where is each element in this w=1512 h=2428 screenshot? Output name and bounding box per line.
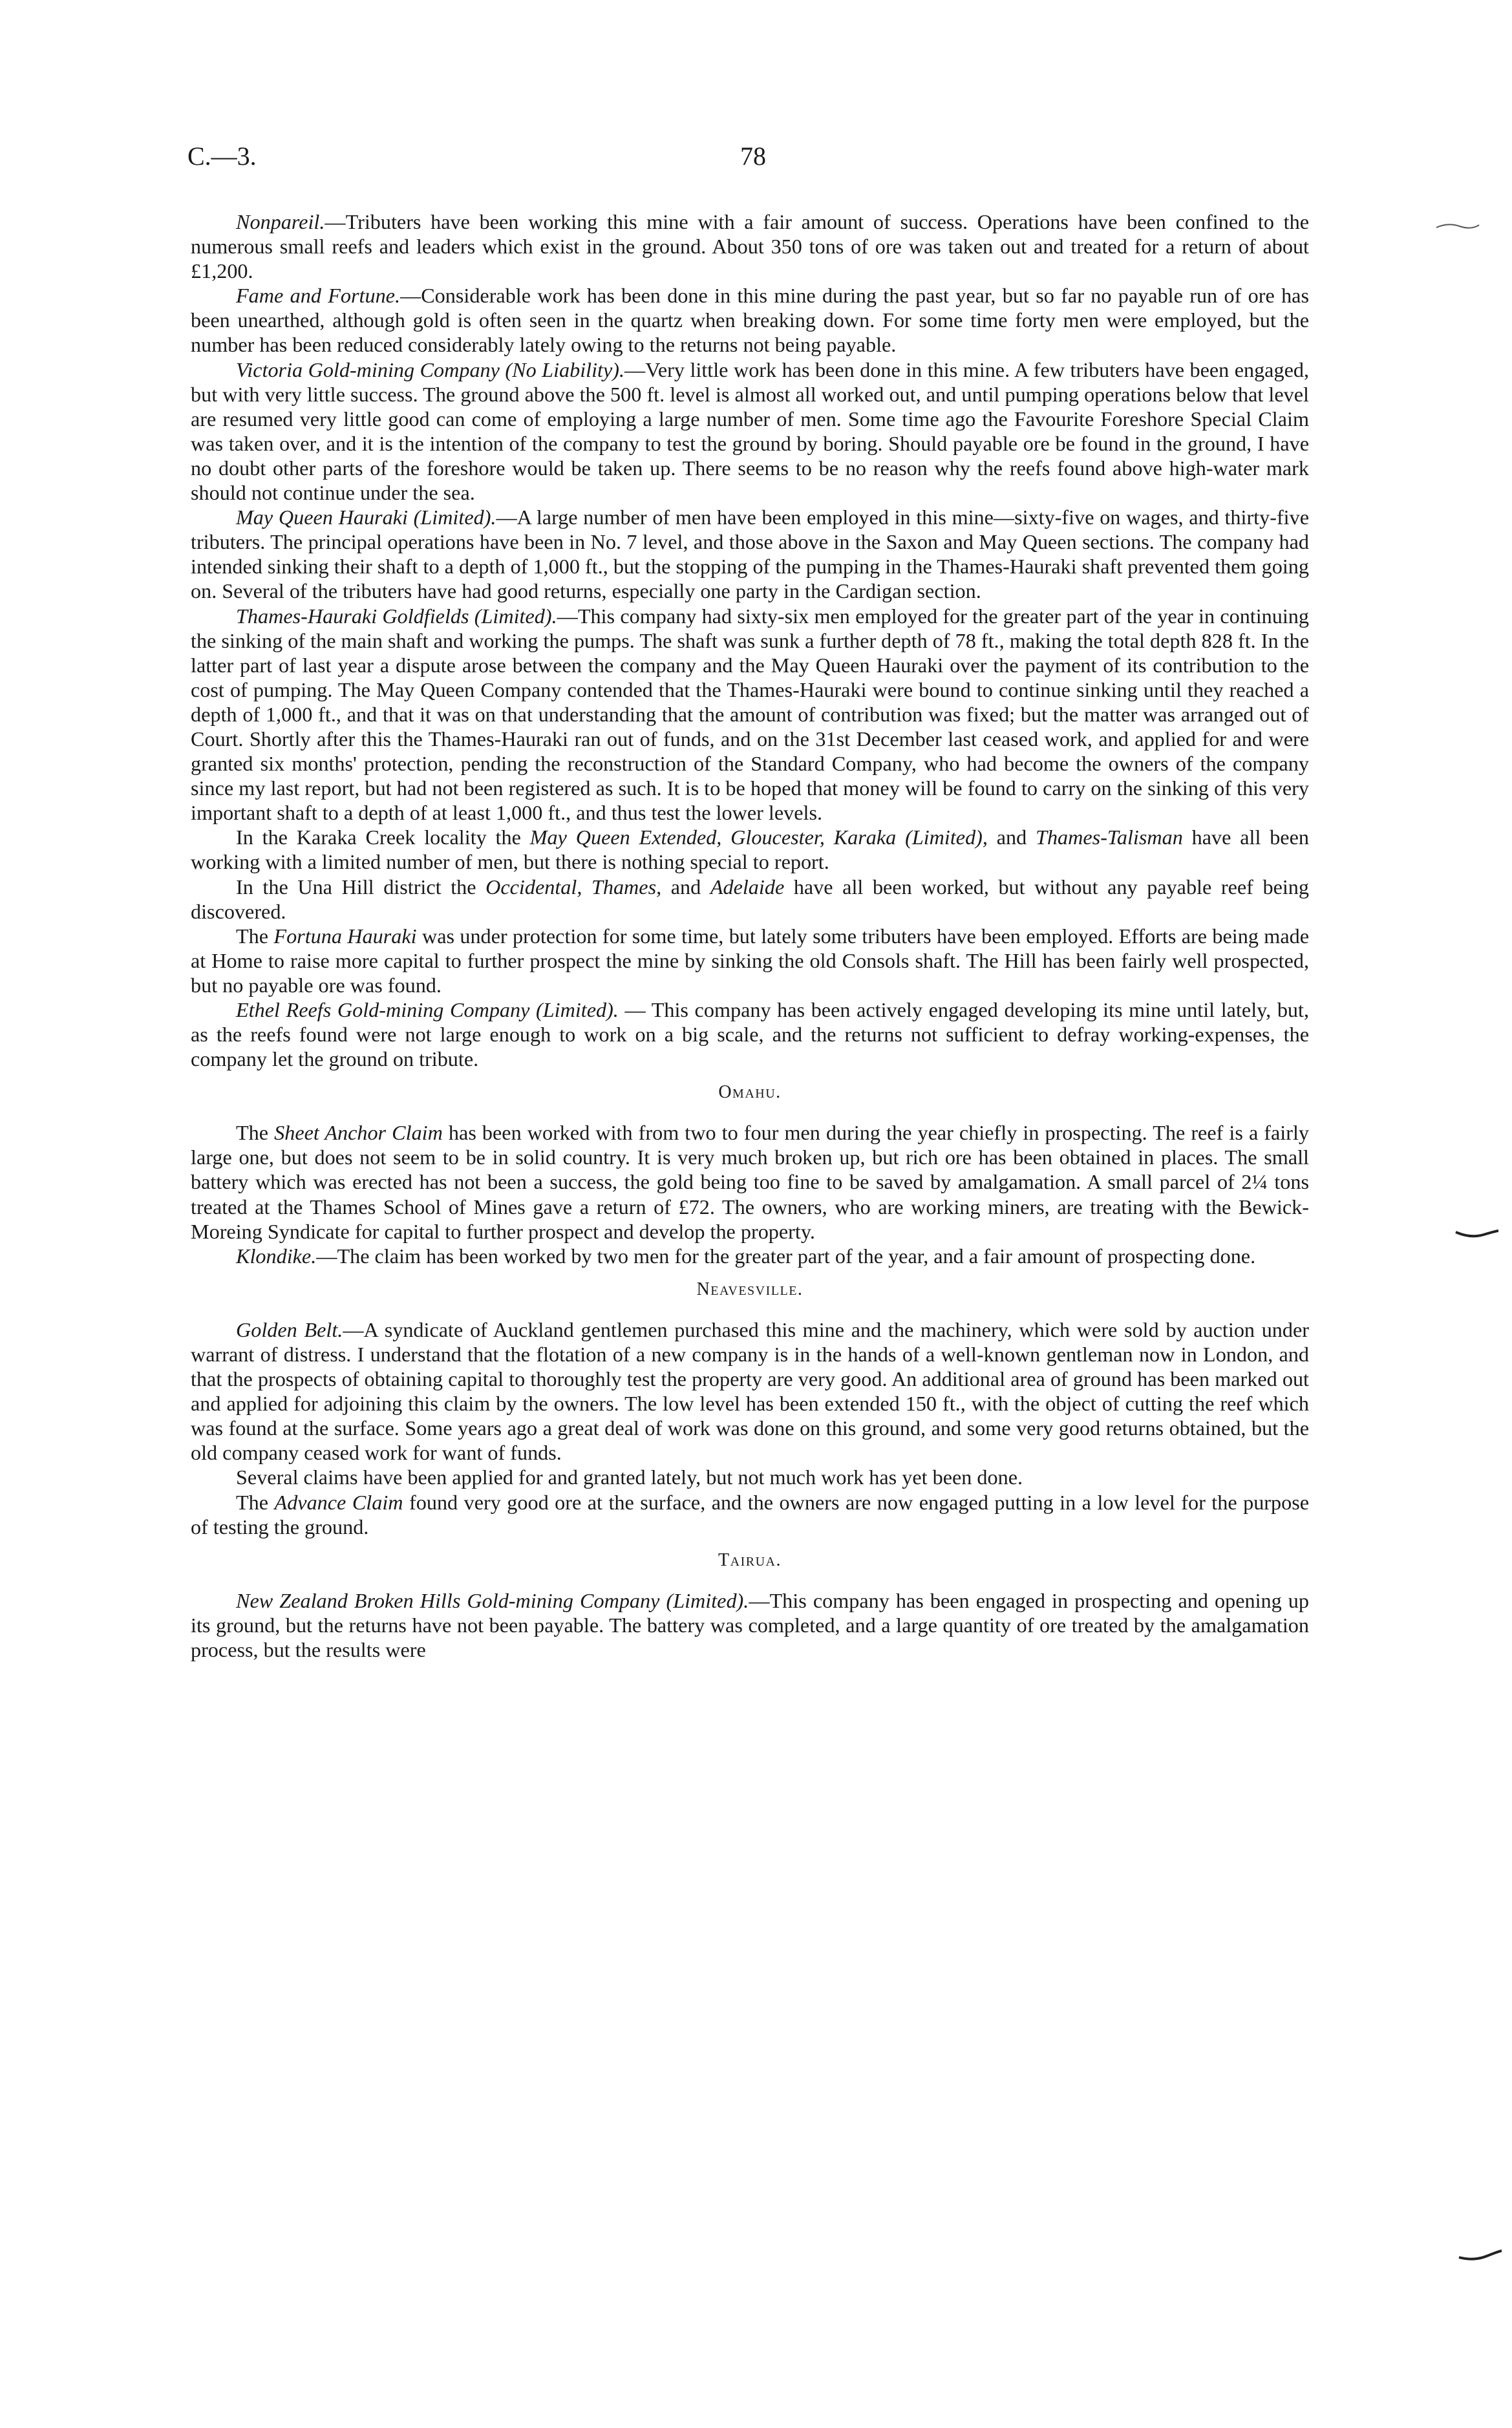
paragraph-body: —The claim has been worked by two men for the greater part of the year, and a fair amount of prospecting done.	[316, 1244, 1256, 1268]
paragraph-lead: Ethel Reefs Gold-mining Company (Limited).	[236, 998, 619, 1021]
paragraph-thames-hauraki	[191, 604, 1309, 825]
text-run: was under protection for some time, but lately some tributers have been employed. Efforts are being made at Home to raise more capital to further prospect the mine by sinking the old Consols shaft. The Hill has been fairly well prospected, but no payable ore was found.	[191, 924, 1309, 997]
paragraph-lead: Nonpareil.	[236, 210, 325, 233]
paragraph-body: —A syndicate of Auckland gentlemen purchased this mine and the machinery, which were sold by auction under warrant of distress. I understand that the flotation of a new company is in the hands of a well-known gentleman now in London, and that the prospects of obtaining capital to thoroughly test the property are very good. An additional area of ground has been marked out and applied for adjoining this claim by the owners. The low level has been extended 150 ft., with the object of cutting the reef which was found at the surface. Some years ago a great deal of work was done on this ground, and some very good returns obtained, but the old company ceased work for want of funds.	[191, 1317, 1309, 1465]
text-run: The	[236, 924, 274, 948]
claim-name: Advance Claim	[274, 1490, 403, 1514]
paragraph-lead: Klondike.	[236, 1244, 317, 1268]
paragraph-lead: Fame and Fortune.	[236, 284, 400, 308]
paragraph-fortuna-hauraki	[191, 924, 1309, 997]
text-run: found very good ore at the surface, and the owners are now engaged putting in a low level for the purpose of testing the ground.	[191, 1490, 1310, 1539]
text-run: The	[236, 1121, 275, 1145]
margin-mark-3	[1458, 2250, 1503, 2263]
paragraph-karaka-creek	[191, 825, 1309, 874]
text-run: In the Una Hill district the	[236, 875, 486, 899]
section-heading-neavesville: Neavesville.	[696, 1279, 804, 1299]
text-run: have all been worked, but without any payable reef being discovered.	[191, 875, 1309, 923]
margin-mark-2	[1454, 1228, 1500, 1241]
paragraph-nz-broken-hills	[191, 1588, 1309, 1662]
paragraph-ethel-reefs	[191, 997, 1309, 1071]
mine-name: Thames-Talisman	[1036, 825, 1183, 849]
mine-names: May Queen Extended, Gloucester, Karaka (Limited),	[529, 825, 988, 849]
paragraph-golden-belt	[191, 1317, 1309, 1465]
paragraph-body: —This company has been engaged in prospecting and opening up its ground, but the returns have not been payable. The battery was completed, and a large quantity of ore treated by the amalgamation process, but the results were	[191, 1588, 1309, 1661]
paragraph-body: —Tributers have been working this mine with a fair amount of success. Operations have been confined to the numerous small reefs and leaders which exist in the ground. About 350 tons of ore was taken out and treated for a return of about £1,200.	[191, 210, 1309, 283]
page-header	[187, 141, 1319, 180]
text-run: The	[236, 1490, 275, 1514]
claim-name: Sheet Anchor Claim	[274, 1121, 443, 1145]
paragraph-lead: Victoria Gold-mining Company (No Liability).	[236, 357, 625, 381]
paragraph-sheet-anchor	[191, 1120, 1309, 1243]
paragraph-body: —Very little work has been done in this mine. A few tributers have been engaged, but with very little success. The ground above the 500 ft. level is almost all worked out, and until pumping operations below that level are resumed very little good can come of employing a large number of men. Some time ago the Favourite Foreshore Special Claim was taken over, and it is the intention of the company to test the ground by boring. Should payable ore be found in the ground, I have no doubt other parts of the foreshore would be taken up. There seems to be no reason why the reefs found above high-water mark should not continue under the sea.	[191, 357, 1309, 505]
mine-name: Adelaide	[710, 875, 785, 899]
paragraph-several-claims: Several claims have been applied for and granted lately, but not much work has yet been done.	[236, 1465, 1023, 1489]
margin-mark-1	[1435, 220, 1480, 233]
text-run: and	[987, 825, 1036, 849]
page-number: 78	[740, 142, 766, 171]
paragraph-lead: Golden Belt.	[236, 1317, 343, 1341]
text-run: has been worked with from two to four men during the year chiefly in prospecting. The reef is a fairly large one, but does not seem to be in solid country. It is very much broken up, but rich ore has been obtained in places. The small battery which was erected has not been a success, the gold being too fine to be saved by amalgamation. A small parcel of 2¼ tons treated at the Thames School of Mines gave a return of £72. The owners, who are working miners, are treating with the Bewick-Moreing Syndicate for capital to further prospect and develop the property.	[191, 1121, 1310, 1243]
page-body	[191, 209, 1309, 1662]
paragraph-nonpareil	[191, 209, 1309, 283]
paragraph-advance-claim	[191, 1490, 1309, 1539]
mine-name: Fortuna Hauraki	[273, 924, 417, 948]
text-run: have all been working with a limited number of men, but there is nothing special to report.	[191, 825, 1309, 874]
paragraph-una-hill	[191, 875, 1309, 924]
paragraph-victoria	[191, 357, 1309, 506]
paragraph-body: — This company has been actively engaged developing its mine until lately, but, as the reefs found were not large enough to work on a big scale, and the returns not sufficient to defray working-expenses, the company let the ground on tribute.	[191, 998, 1309, 1071]
paragraph-lead: Thames-Hauraki Goldfields (Limited).	[236, 604, 557, 628]
paragraph-lead: New Zealand Broken Hills Gold-mining Company (Limited).	[236, 1588, 749, 1612]
paragraph-body: —A large number of men have been employed in this mine—sixty-five on wages, and thirty-five tributers. The principal operations have been in No. 7 level, and those above in the Saxon and May Queen sections. The company had intended sinking their shaft to a depth of 1,000 ft., but the stopping of the pumping in the Thames-Hauraki shaft prevented them going on. Several of the tributers have had good returns, especially one party in the Cardigan section.	[191, 506, 1309, 603]
text-run: and	[661, 875, 710, 899]
section-heading-tairua: Tairua.	[718, 1549, 782, 1570]
paragraph-body: —Considerable work has been done in this mine during the past year, but so far no payable run of ore has been unearthed, although gold is often seen in the quartz when breaking down. For some time forty men were employed, but the number has been reduced considerably lately owing to the returns not being payable.	[191, 284, 1309, 357]
paragraph-may-queen-hauraki	[191, 505, 1309, 603]
text-run: In the Karaka Creek locality the	[236, 825, 530, 849]
paragraph-body: —This company had sixty-six men employed for the greater part of the year in continuing the sinking of the main shaft and working the pumps. The shaft was sunk a further depth of 78 ft., making the total depth 828 ft. In the latter part of last year a dispute arose between the company and the May Queen Hauraki over the payment of its contribution to the cost of pumping. The May Queen Company contended that the Thames-Hauraki were bound to continue sinking until they reached a depth of 1,000 ft., and that it was on that understanding that the amount of contribution was fixed; but the matter was arranged out of Court. Shortly after this the Thames-Hauraki ran out of funds, and on the 31st December last ceased work, and applied for and were granted six months' protection, pending the reconstruction of the Standard Company, who had become the owners of the company since my last report, but had not been registered as such. It is to be hoped that money will be found to carry on the sinking of this very important shaft to a depth of at least 1,000 ft., and thus test the lower levels.	[191, 604, 1309, 825]
document-reference: C.—3.	[187, 142, 257, 171]
paragraph-fame-and-fortune	[191, 283, 1309, 357]
paragraph-lead: May Queen Hauraki (Limited).	[236, 506, 496, 529]
paragraph-klondike	[191, 1244, 1309, 1268]
mine-names: Occidental, Thames,	[485, 875, 662, 899]
section-heading-omahu: Omahu.	[718, 1082, 782, 1103]
